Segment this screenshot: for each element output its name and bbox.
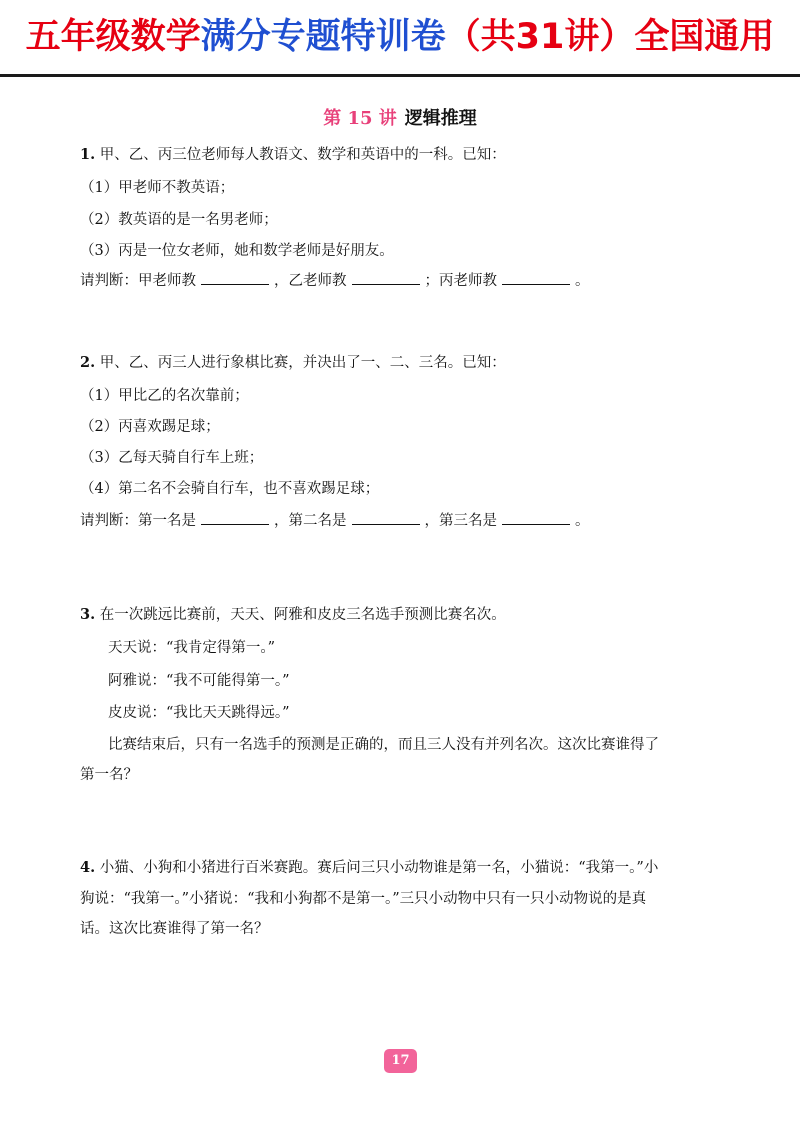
q3-statement-1: 天天说：“我肯定得第一。”	[108, 640, 276, 656]
q4-line-2: 狗说：“我第一。”小猪说：“我和小狗都不是第一。”三只小动物中只有一只小动物说的是真	[80, 891, 647, 907]
q2-condition-3: （3）乙每天骑自行车上班；	[80, 450, 264, 466]
q2-condition-2: （2）丙喜欢踢足球；	[80, 419, 220, 435]
q2-answer-line	[80, 510, 590, 532]
q3-number: 3.	[80, 606, 96, 623]
q4-line-3: 话。这次比赛谁得了第一名？	[80, 921, 269, 937]
q1-answer-line	[80, 270, 590, 292]
q2-ask-c: ，第三名是	[424, 513, 497, 529]
q2-stem	[80, 352, 506, 374]
q1-condition-1: （1）甲老师不教英语；	[80, 180, 235, 196]
q2-ask-b: ，第二名是	[274, 513, 347, 529]
lesson-title	[0, 104, 800, 130]
banner-part3: （共31讲）全国通用	[445, 17, 775, 57]
q2-blank-3[interactable]	[502, 510, 570, 525]
q2-stem-text: 甲、乙、丙三人进行象棋比赛，并决出了一、二、三名。已知：	[99, 355, 506, 371]
q1-ask-c: ；丙老师教	[424, 273, 497, 289]
q2-blank-2[interactable]	[352, 510, 420, 525]
q1-ask-b: ，乙老师教	[274, 273, 347, 289]
q1-condition-3: （3）丙是一位女老师，她和数学老师是好朋友。	[80, 243, 394, 259]
q1-number: 1.	[80, 146, 96, 163]
q4-line-1-text: 小猫、小狗和小猪进行百米赛跑。赛后问三只小动物谁是第一名，小猫说：“我第一。”小	[99, 860, 659, 876]
q1-condition-2: （2）教英语的是一名男老师；	[80, 212, 278, 228]
q1-ask-a: 请判断：甲老师教	[80, 273, 196, 289]
q2-number: 2.	[80, 354, 96, 371]
header-banner	[0, 0, 800, 74]
banner-part1: 五年级数学	[25, 17, 201, 57]
q3-stem	[80, 604, 506, 626]
q4-number: 4.	[80, 859, 96, 876]
lesson-name: 逻辑推理	[404, 108, 477, 129]
q2-blank-1[interactable]	[201, 510, 269, 525]
q2-ask-end: 。	[575, 513, 590, 529]
page-number-badge: 17	[384, 1049, 417, 1073]
q3-paragraph-line-2: 第一名？	[80, 767, 138, 783]
q2-ask-a: 请判断：第一名是	[80, 513, 196, 529]
banner-part2: 满分专题特训卷	[200, 17, 446, 57]
q1-blank-3[interactable]	[502, 270, 570, 285]
q1-blank-2[interactable]	[352, 270, 420, 285]
header-divider	[0, 74, 800, 77]
q3-statement-3: 皮皮说：“我比天天跳得远。”	[108, 705, 290, 721]
q3-paragraph-line-1: 比赛结束后，只有一名选手的预测是正确的，而且三人没有并列名次。这次比赛谁得了	[108, 737, 659, 753]
q1-stem-text: 甲、乙、丙三位老师每人教语文、数学和英语中的一科。已知：	[99, 147, 506, 163]
q4-line-1	[80, 857, 658, 879]
q1-stem	[80, 144, 506, 166]
q2-condition-4: （4）第二名不会骑自行车，也不喜欢踢足球；	[80, 481, 380, 497]
q3-stem-text: 在一次跳远比赛前，天天、阿雅和皮皮三名选手预测比赛名次。	[99, 607, 506, 623]
lesson-number: 第 15 讲	[323, 108, 397, 129]
q1-blank-1[interactable]	[201, 270, 269, 285]
q1-ask-end: 。	[575, 273, 590, 289]
q2-condition-1: （1）甲比乙的名次靠前；	[80, 388, 249, 404]
q3-statement-2: 阿雅说：“我不可能得第一。”	[108, 673, 290, 689]
